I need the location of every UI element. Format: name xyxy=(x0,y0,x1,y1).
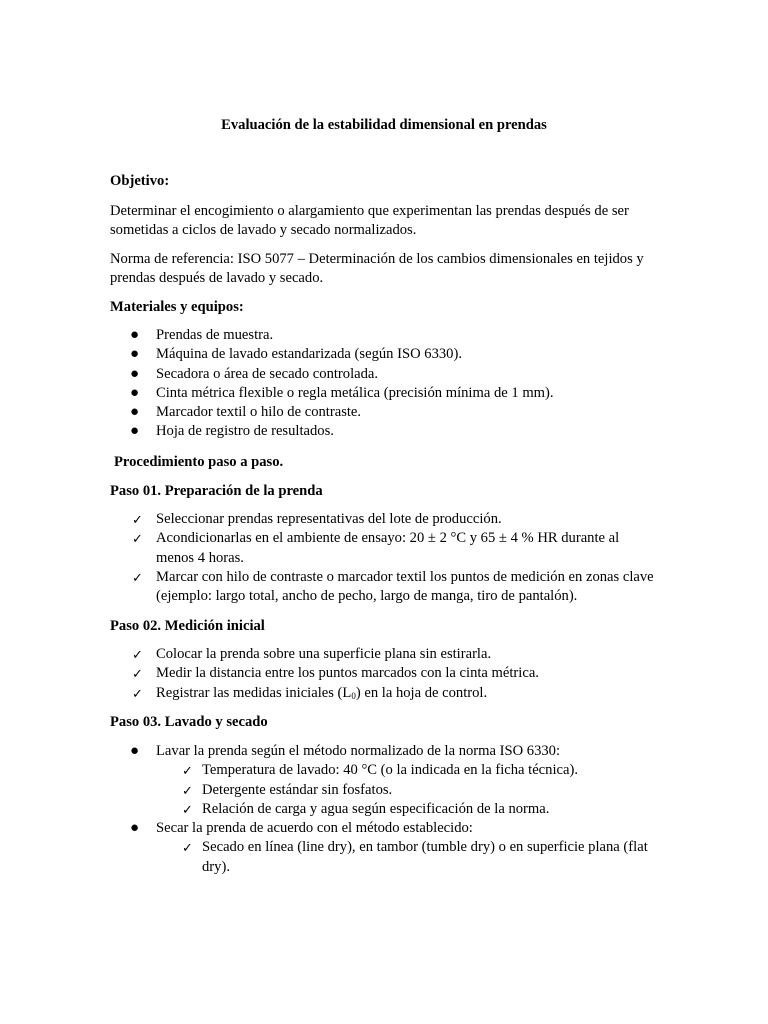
list-item: ✓ Seleccionar prendas representativas del lote de producción. xyxy=(110,510,658,529)
bullet-icon: ● xyxy=(130,820,140,837)
list-item: ● Hoja de registro de resultados. xyxy=(110,422,658,441)
checkmark-icon: ✓ xyxy=(182,801,193,817)
bullet-icon: ● xyxy=(130,404,140,421)
objetivo-heading: Objetivo: xyxy=(110,173,170,189)
materiales-heading: Materiales y equipos: xyxy=(110,299,244,315)
document-title: Evaluación de la estabilidad dimensional en prendas xyxy=(221,117,547,133)
bullet-icon: ● xyxy=(130,327,140,343)
checkmark-icon: ✓ xyxy=(182,840,193,856)
bullet-icon: ● xyxy=(130,346,140,363)
list-item: ✓ Colocar la prenda sobre una superficie plana sin estirarla. xyxy=(110,645,658,664)
paso02-list xyxy=(110,645,658,706)
checkmark-icon: ✓ xyxy=(132,647,143,662)
list-item: ✓ Secado en línea (line dry), en tambor (tumble dry) o en superficie plana (flat dry). xyxy=(182,839,648,875)
list-item: ✓ Registrar las medidas iniciales $(L_0)$ en la hoja de control. xyxy=(110,684,658,706)
list-item: ● Marcador textil o hilo de contraste. xyxy=(110,403,658,422)
list-item: ✓ Detergente estándar sin fosfatos. xyxy=(110,781,658,800)
checkmark-icon: ✓ xyxy=(132,531,143,547)
list-item: ✓ Relación de carga y agua según especificación de la norma. xyxy=(110,800,658,819)
list-item: ● Prendas de muestra. xyxy=(110,326,658,345)
checkmark-icon: ✓ xyxy=(132,512,143,527)
paso01-list xyxy=(110,510,658,606)
paso02-heading: Paso 02. Medición inicial xyxy=(110,618,265,634)
list-item: ● Lavar la prenda según el método normalizado de la norma ISO 6330: xyxy=(110,742,658,761)
list-item: ● Máquina de lavado estandarizada (según ISO 6330). xyxy=(110,345,658,364)
paso03-heading: Paso 03. Lavado y secado xyxy=(110,714,268,730)
paso01-heading: Paso 01. Preparación de la prenda xyxy=(110,483,323,499)
list-item: ✓ Marcar con hilo de contraste o marcador textil los puntos de medición en zonas clave (ejemplo: largo total, ancho de pecho, largo de manga, tiro de pantalón). xyxy=(132,568,654,605)
bullet-icon: ● xyxy=(130,365,140,382)
bullet-icon: ● xyxy=(130,743,140,759)
bullet-icon: ● xyxy=(130,423,140,440)
list-item: ● Secar la prenda de acuerdo con el método establecido: xyxy=(110,819,658,838)
checkmark-icon: ✓ xyxy=(132,685,143,701)
paso03-list xyxy=(110,742,658,877)
bullet-icon: ● xyxy=(130,384,140,401)
list-item: ✓ Temperatura de lavado: 40 °C (o la indicada en la ficha técnica). xyxy=(110,761,658,780)
checkmark-icon: ✓ xyxy=(182,763,193,779)
objetivo-text: Determinar el encogimiento o alargamiento que experimentan las prendas después de ser sometidas a ciclos de lavado y secado normalizados. xyxy=(110,203,629,239)
checkmark-icon: ✓ xyxy=(182,782,193,798)
list-item: ✓ Acondicionarlas en el ambiente de ensayo: 20 ± 2 °C y 65 ± 4 % HR durante al menos 4 horas. xyxy=(132,530,620,566)
procedimiento-heading: Procedimiento paso a paso. xyxy=(114,454,284,470)
list-item: ● Cinta métrica flexible o regla metálica (precisión mínima de 1 mm). xyxy=(110,384,658,403)
list-item: ✓ Medir la distancia entre los puntos marcados con la cinta métrica. xyxy=(110,664,658,683)
list-item: ● Secadora o área de secado controlada. xyxy=(110,365,658,384)
checkmark-icon: ✓ xyxy=(132,666,143,682)
materiales-list xyxy=(110,326,658,442)
checkmark-icon: ✓ xyxy=(132,569,143,585)
subscript: 0 xyxy=(351,690,356,701)
norma-text: Norma de referencia: ISO 5077 – Determinación de los cambios dimensionales en tejidos y prendas después de lavado y secado. xyxy=(110,251,644,287)
